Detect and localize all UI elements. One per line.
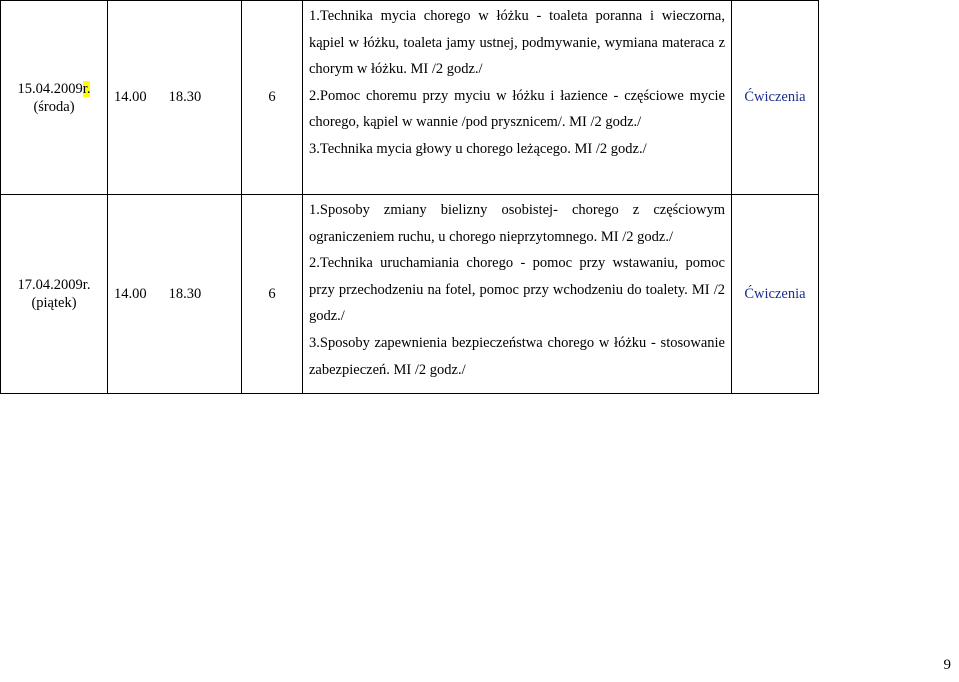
schedule-table <box>0 0 819 394</box>
topic-item: 1.Technika mycia chorego w łóżku - toaleta poranna i wieczorna, kąpiel w łóżku, toaleta jamy ustnej, podmywanie, wymiana materaca z chorym w łóżku. MI /2 godz./ <box>309 8 725 78</box>
form-cell: Ćwiczenia <box>732 1 819 195</box>
topic-item: 2.Pomoc choremu przy myciu w łóżku i łazience - częściowe mycie chorego, kąpiel w wannie /pod prysznicem/. MI /2 godz./ <box>309 87 725 131</box>
date-text: 17.04.2009r. <box>17 277 91 293</box>
date-cell <box>1 1 108 195</box>
date-suffix-highlighted: r. <box>82 80 91 97</box>
day-text: (piątek) <box>31 295 77 311</box>
date-line <box>1 80 107 98</box>
time-end: 18.30 <box>168 285 202 302</box>
date-cell <box>1 195 108 394</box>
time-start: 14.00 <box>114 89 147 105</box>
topic-item: 3.Sposoby zapewnienia bezpieczeństwa chorego w łóżku - stosowanie zabezpieczeń. MI /2 godz./ <box>309 334 725 378</box>
time-start: 14.00 <box>114 285 147 302</box>
topic-item: 1.Sposoby zmiany bielizny osobistej- chorego z częściowym ograniczeniem ruchu, u chorego nieprzytomnego. MI /2 godz./ <box>309 202 725 245</box>
hours-cell: 6 <box>242 1 303 195</box>
table-row <box>1 1 819 195</box>
topics-cell <box>303 195 732 394</box>
time-cell <box>108 195 242 394</box>
hours-cell: 6 <box>242 195 303 394</box>
form-cell: Ćwiczenia <box>732 195 819 394</box>
topics-cell <box>303 1 732 195</box>
date-text: 15.04.2009 <box>17 80 83 97</box>
time-cell <box>108 1 242 195</box>
time-end: 18.30 <box>168 89 202 105</box>
page-number: 9 <box>943 657 951 673</box>
topic-item: 2.Technika uruchamiania chorego - pomoc przy wstawaniu, pomoc przy przechodzeniu na fotel, pomoc przy wchodzeniu do toalety. MI /2 godz./ <box>309 255 725 325</box>
topic-item: 3.Technika mycia głowy u chorego leżącego. MI /2 godz./ <box>309 140 647 157</box>
table-row <box>1 195 819 394</box>
day-text: (środa) <box>33 98 75 115</box>
